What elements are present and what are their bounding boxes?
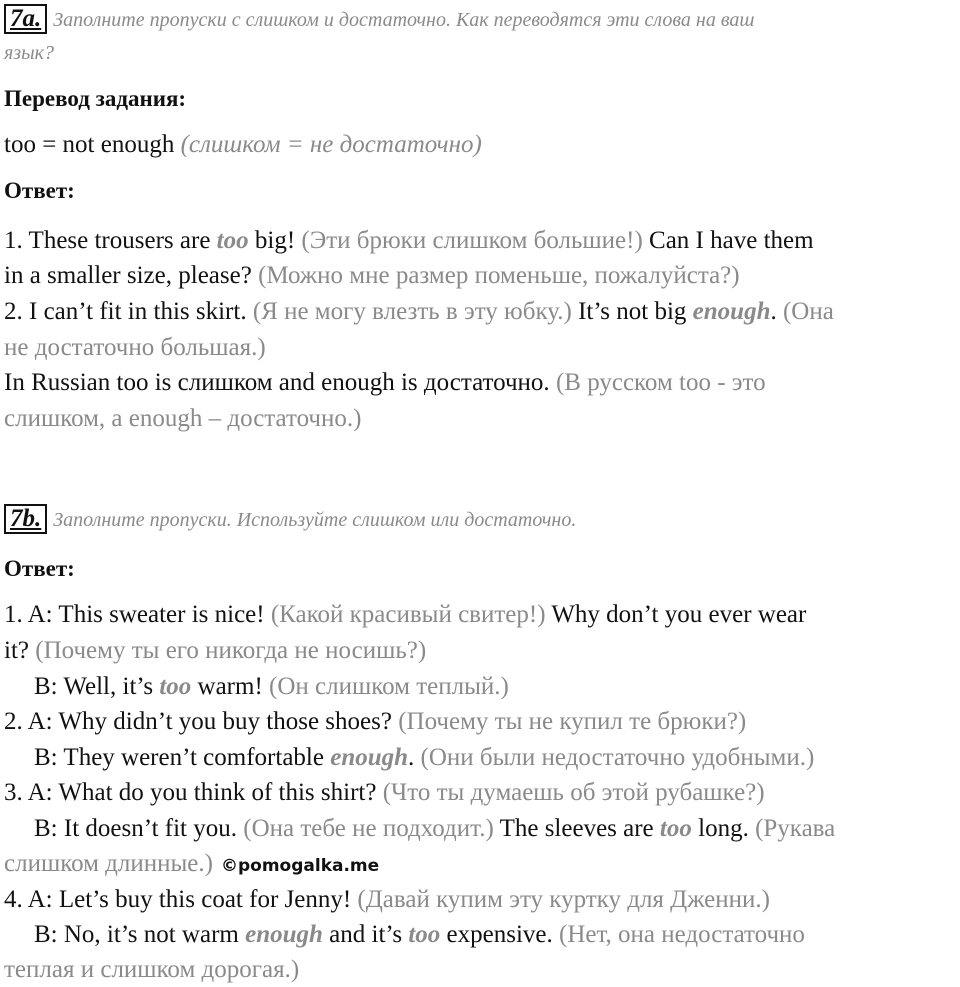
- task-7a-line-2: язык?: [4, 42, 54, 64]
- text: and it’s: [322, 921, 409, 948]
- answer-heading-7b: Ответ:: [4, 556, 75, 581]
- answer-7a-2: [4, 297, 834, 327]
- russian-translation: (Она тебе не подходит.): [243, 815, 494, 842]
- answer-7b-1: [4, 600, 806, 630]
- text: 4. A: Let’s buy this coat for Jenny!: [4, 886, 358, 913]
- keyword: enough: [330, 744, 409, 771]
- text: 1. A: This sweater is nice!: [4, 601, 271, 628]
- keyword: enough: [692, 298, 771, 325]
- answer-7b-5: [34, 743, 814, 773]
- task-7b-line: [4, 504, 576, 535]
- keyword: too: [408, 921, 441, 948]
- text: Why don’t you ever wear: [545, 601, 807, 628]
- answer-7b-9: [4, 885, 770, 915]
- note-7a-b: слишком, а enough – достаточно.): [4, 405, 362, 432]
- text: expensive.: [440, 921, 560, 948]
- russian-translation: (Почему ты его никогда не носишь?): [35, 637, 427, 664]
- text: long.: [691, 815, 756, 842]
- note-7a: [4, 368, 766, 398]
- exercise-7b-label: 7b.: [4, 504, 47, 534]
- text: B: Well, it’s: [34, 673, 160, 700]
- answer-7b-8: [4, 849, 379, 881]
- site-watermark: ©pomogalka.me: [220, 856, 380, 876]
- text: B: No, it’s not warm: [34, 921, 246, 948]
- russian-translation: (Давай купим эту куртку для Дженни.): [357, 886, 770, 913]
- answer-7a-1b: [4, 261, 740, 291]
- answer-heading-7a: Ответ:: [4, 178, 75, 203]
- answer-7b-7: [34, 814, 835, 844]
- text: it?: [4, 637, 36, 664]
- russian-translation: (Он слишком теплый.): [269, 673, 509, 700]
- answer-7b-10: [34, 920, 805, 950]
- russian-translation: слишком длинные.): [4, 850, 213, 877]
- keyword: enough: [245, 921, 323, 948]
- text: 2. I can’t fit in this skirt.: [4, 298, 253, 325]
- translation-heading: Перевод задания:: [4, 86, 187, 111]
- answer-7a-1: [4, 226, 814, 256]
- text: big!: [248, 227, 302, 254]
- text: The sleeves are: [493, 815, 660, 842]
- keyword: too: [659, 815, 692, 842]
- task-7b-text: Заполните пропуски. Используйте слишком или достаточно.: [53, 509, 577, 531]
- task-7a-line-1: [4, 4, 755, 35]
- text: 3. A: What do you think of this shirt?: [4, 779, 383, 806]
- task-7a-text: Заполните пропуски с слишком и достаточно. Как переводятся эти слова на ваш: [53, 9, 755, 31]
- text: warm!: [191, 673, 270, 700]
- russian-translation: (Эти брюки слишком большие!): [301, 227, 643, 254]
- russian-translation: (Она: [782, 298, 834, 325]
- text: .: [770, 298, 783, 325]
- translation-ru: (слишком = не достаточно): [180, 131, 482, 158]
- keyword: too: [216, 227, 249, 254]
- text: Can I have them: [642, 227, 814, 254]
- keyword: too: [159, 673, 192, 700]
- text: It’s not big: [571, 298, 693, 325]
- text: 2. A: Why didn’t you buy those shoes?: [4, 708, 399, 735]
- russian-translation: (Рукава: [755, 815, 836, 842]
- text: In Russian too is слишком and enough is достаточно.: [4, 369, 556, 396]
- russian-translation: (Нет, она недостаточно: [559, 921, 805, 948]
- translation-line: [4, 130, 482, 160]
- russian-translation: (Я не могу влезть в эту юбку.): [252, 298, 572, 325]
- russian-translation: (Почему ты не купил те брюки?): [398, 708, 747, 735]
- exercise-7a-label: 7a.: [4, 4, 47, 34]
- text: B: It doesn’t fit you.: [34, 815, 244, 842]
- answer-7b-11: теплая и слишком дорогая.): [4, 956, 300, 983]
- text: 1. These trousers are: [4, 227, 217, 254]
- answer-7b-6: [4, 778, 765, 808]
- text: B: They weren’t comfortable: [34, 744, 331, 771]
- russian-translation: (Какой красивый свитер!): [270, 601, 546, 628]
- answer-7a-2b: не достаточно большая.): [4, 334, 266, 361]
- russian-translation: (Можно мне размер поменьше, пожалуйста?): [258, 262, 740, 289]
- text: in a smaller size, please?: [4, 262, 259, 289]
- answer-7b-3: [34, 672, 509, 702]
- russian-translation: (Что ты думаешь об этой рубашке?): [382, 779, 765, 806]
- answer-7b-4: [4, 707, 746, 737]
- answer-7b-2: [4, 636, 426, 666]
- text: .: [408, 744, 421, 771]
- russian-translation: (В русском too - это: [555, 369, 766, 396]
- russian-translation: (Они были недостаточно удобными.): [420, 744, 815, 771]
- translation-main: too = not enough: [4, 131, 175, 158]
